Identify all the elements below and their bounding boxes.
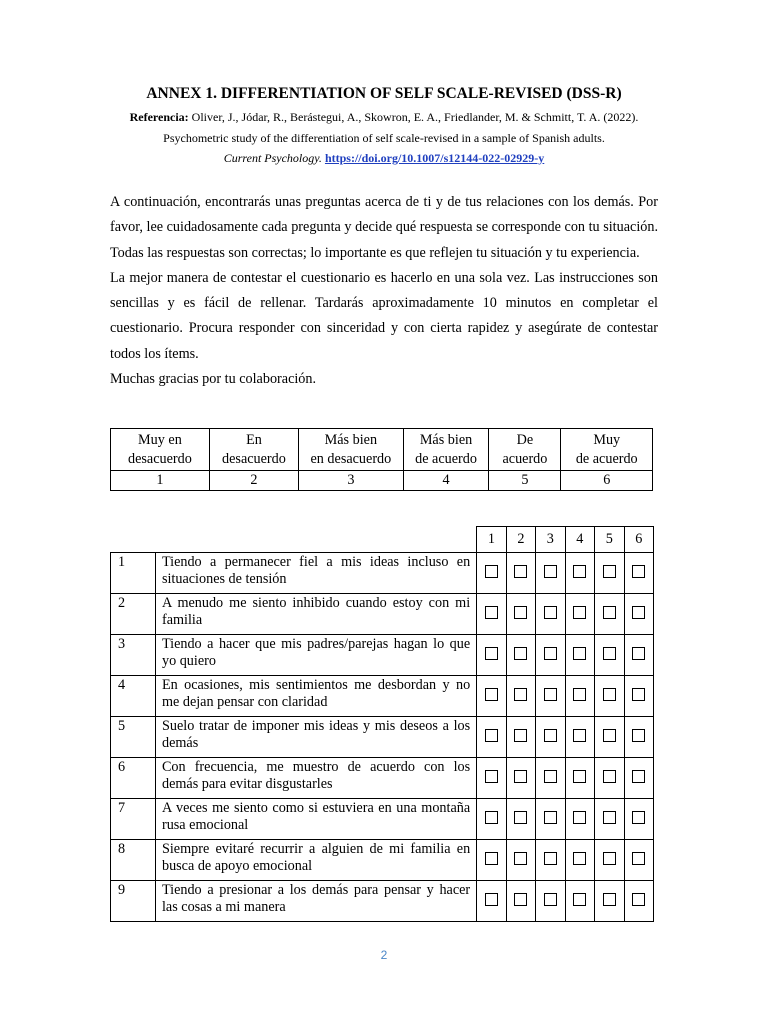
item-text: Con frecuencia, me muestro de acuerdo con los demás para evitar disgustarles — [155, 758, 476, 799]
checkbox[interactable] — [603, 647, 616, 660]
scale-label-line-2: en desacuerdo — [310, 450, 392, 467]
checkbox[interactable] — [603, 770, 616, 783]
column-header-4: 4 — [565, 527, 594, 553]
checkbox[interactable] — [603, 893, 616, 906]
response-cell-6 — [624, 635, 653, 676]
item-text: En ocasiones, mis sentimientos me desbordan y no me dejan pensar con claridad — [155, 676, 476, 717]
scale-value-5: 5 — [489, 471, 561, 491]
checkbox[interactable] — [632, 770, 645, 783]
instructions-paragraph-3: Muchas gracias por tu colaboración. — [110, 371, 317, 388]
response-cell-1 — [477, 676, 506, 717]
table-row — [111, 676, 654, 717]
checkbox[interactable] — [514, 729, 527, 742]
response-cell-2 — [506, 635, 535, 676]
response-cell-2 — [506, 758, 535, 799]
checkbox[interactable] — [544, 565, 557, 578]
response-cell-3 — [536, 717, 565, 758]
checkbox[interactable] — [573, 606, 586, 619]
checkbox[interactable] — [632, 647, 645, 660]
checkbox[interactable] — [544, 606, 557, 619]
item-text: Tiendo a presionar a los demás para pensar y hacer las cosas a mi manera — [155, 881, 476, 922]
table-row — [111, 717, 654, 758]
checkbox[interactable] — [573, 852, 586, 865]
response-cell-2 — [506, 717, 535, 758]
scale-label-line-2: desacuerdo — [128, 450, 192, 467]
response-cell-4 — [565, 635, 594, 676]
response-cell-2 — [506, 594, 535, 635]
scale-value-1: 1 — [111, 471, 210, 491]
column-header-5: 5 — [595, 527, 624, 553]
response-cell-4 — [565, 717, 594, 758]
item-text: Tiendo a permanecer fiel a mis ideas incluso en situaciones de tensión — [155, 553, 476, 594]
response-scale-table — [110, 428, 653, 491]
reference-line-3 — [0, 150, 768, 166]
scale-label-line-1: Más bien — [419, 431, 473, 448]
response-cell-2 — [506, 840, 535, 881]
response-cell-6 — [624, 594, 653, 635]
scale-label-line-2: de acuerdo — [415, 450, 477, 467]
checkbox[interactable] — [632, 565, 645, 578]
checkbox[interactable] — [573, 565, 586, 578]
scale-label-6 — [561, 429, 653, 471]
checkbox[interactable] — [544, 647, 557, 660]
response-cell-2 — [506, 881, 535, 922]
response-cell-1 — [477, 840, 506, 881]
reference-journal: Current Psychology. — [223, 151, 322, 165]
scale-label-line-1: Muy — [593, 431, 621, 448]
response-cell-4 — [565, 758, 594, 799]
response-cell-3 — [536, 758, 565, 799]
instructions — [110, 190, 658, 392]
checkbox[interactable] — [514, 688, 527, 701]
checkbox[interactable] — [485, 811, 498, 824]
table-row — [111, 553, 654, 594]
scale-label-line-1: Más bien — [324, 431, 378, 448]
response-cell-3 — [536, 840, 565, 881]
page-number: 2 — [380, 948, 388, 962]
checkbox[interactable] — [544, 729, 557, 742]
checkbox[interactable] — [544, 770, 557, 783]
column-header-1: 1 — [477, 527, 506, 553]
checkbox[interactable] — [573, 770, 586, 783]
checkbox[interactable] — [632, 606, 645, 619]
instructions-paragraph-2: La mejor manera de contestar el cuestionario es hacerlo en una sola vez. Las instrucciones son sencillas y es fácil de rellenar. Tardarás aproximadamente 10 minutos en completar el cuestionario. Procura responder con sinceridad y con cierta rapidez y asegúrate de contestar todos los ítems. — [110, 269, 658, 362]
checkbox[interactable] — [573, 729, 586, 742]
table-row — [111, 881, 654, 922]
response-cell-2 — [506, 799, 535, 840]
item-text: A menudo me siento inhibido cuando estoy con mi familia — [155, 594, 476, 635]
response-cell-4 — [565, 553, 594, 594]
item-number: 5 — [111, 717, 156, 758]
response-cell-4 — [565, 594, 594, 635]
scale-label-3 — [299, 429, 404, 471]
column-header-6: 6 — [624, 527, 653, 553]
item-number: 3 — [111, 635, 156, 676]
checkbox[interactable] — [632, 893, 645, 906]
response-cell-3 — [536, 676, 565, 717]
checkbox[interactable] — [544, 852, 557, 865]
checkbox[interactable] — [603, 852, 616, 865]
checkbox[interactable] — [603, 565, 616, 578]
response-cell-6 — [624, 840, 653, 881]
checkbox[interactable] — [485, 565, 498, 578]
response-cell-2 — [506, 553, 535, 594]
instructions-paragraph-1: A continuación, encontrarás unas preguntas acerca de ti y de tus relaciones con los demás. Por favor, lee cuidadosamente cada pregunta y decide qué respuesta se corresponde con tu situación. Todas las respuestas son correctas; lo importante es que reflejen tu situación y tu experiencia. — [110, 194, 658, 261]
item-text: A veces me siento como si estuviera en una montaña rusa emocional — [155, 799, 476, 840]
response-cell-5 — [595, 840, 624, 881]
response-cell-3 — [536, 799, 565, 840]
response-cell-5 — [595, 799, 624, 840]
response-cell-5 — [595, 758, 624, 799]
item-number: 9 — [111, 881, 156, 922]
scale-label-line-1: En — [246, 431, 262, 448]
checkbox[interactable] — [603, 688, 616, 701]
reference-authors: Oliver, J., Jódar, R., Berástegui, A., Skowron, E. A., Friedlander, M. & Schmitt, T. A. (2022). — [191, 110, 639, 124]
doi-link[interactable]: https://doi.org/10.1007/s12144-022-02929-y — [324, 151, 545, 165]
scale-label-2 — [209, 429, 298, 471]
checkbox[interactable] — [514, 770, 527, 783]
document-title: ANNEX 1. DIFFERENTIATION OF SELF SCALE-REVISED (DSS-R) — [146, 85, 622, 102]
response-cell-4 — [565, 799, 594, 840]
response-cell-2 — [506, 676, 535, 717]
checkbox[interactable] — [514, 565, 527, 578]
checkbox[interactable] — [603, 811, 616, 824]
response-cell-6 — [624, 881, 653, 922]
response-cell-1 — [477, 594, 506, 635]
checkbox[interactable] — [485, 893, 498, 906]
scale-label-line-2: acuerdo — [502, 450, 548, 467]
response-cell-4 — [565, 881, 594, 922]
response-cell-5 — [595, 635, 624, 676]
reference-label: Referencia: — [129, 110, 189, 124]
checkbox[interactable] — [544, 893, 557, 906]
item-text: Suelo tratar de imponer mis ideas y mis deseos a los demás — [155, 717, 476, 758]
column-header-3: 3 — [536, 527, 565, 553]
scale-value-3: 3 — [299, 471, 404, 491]
item-number: 2 — [111, 594, 156, 635]
reference-article: Psychometric study of the differentiation of self scale-revised in a sample of Spanish adults. — [163, 131, 605, 145]
response-cell-1 — [477, 799, 506, 840]
scale-label-line-2: desacuerdo — [222, 450, 286, 467]
checkbox[interactable] — [603, 729, 616, 742]
table-row — [111, 840, 654, 881]
checkbox[interactable] — [573, 893, 586, 906]
checkbox[interactable] — [544, 688, 557, 701]
checkbox[interactable] — [632, 729, 645, 742]
scale-label-1 — [111, 429, 210, 471]
column-header-2: 2 — [506, 527, 535, 553]
scale-value-4: 4 — [403, 471, 489, 491]
response-cell-3 — [536, 594, 565, 635]
checkbox[interactable] — [485, 770, 498, 783]
response-cell-1 — [477, 635, 506, 676]
response-cell-1 — [477, 758, 506, 799]
checkbox[interactable] — [573, 688, 586, 701]
table-row — [111, 635, 654, 676]
checkbox[interactable] — [514, 893, 527, 906]
response-cell-1 — [477, 881, 506, 922]
checkbox[interactable] — [514, 811, 527, 824]
checkbox[interactable] — [544, 811, 557, 824]
checkbox[interactable] — [485, 852, 498, 865]
table-row — [111, 799, 654, 840]
checkbox[interactable] — [573, 811, 586, 824]
header-spacer — [111, 527, 477, 553]
table-row — [111, 758, 654, 799]
item-number: 1 — [111, 553, 156, 594]
checkbox[interactable] — [514, 852, 527, 865]
checkbox[interactable] — [514, 647, 527, 660]
response-cell-4 — [565, 676, 594, 717]
response-cell-1 — [477, 553, 506, 594]
checkbox[interactable] — [485, 606, 498, 619]
item-number: 4 — [111, 676, 156, 717]
reference-line-1 — [0, 109, 768, 125]
response-cell-4 — [565, 840, 594, 881]
scale-value-6: 6 — [561, 471, 653, 491]
scale-label-line-1: Muy en — [138, 431, 182, 448]
checkbox[interactable] — [632, 688, 645, 701]
checkbox[interactable] — [485, 647, 498, 660]
checkbox[interactable] — [485, 729, 498, 742]
checkbox[interactable] — [514, 606, 527, 619]
response-cell-3 — [536, 553, 565, 594]
response-cell-6 — [624, 717, 653, 758]
response-cell-5 — [595, 676, 624, 717]
item-number: 8 — [111, 840, 156, 881]
scale-label-4 — [403, 429, 489, 471]
item-number: 7 — [111, 799, 156, 840]
response-cell-6 — [624, 676, 653, 717]
response-cell-3 — [536, 635, 565, 676]
checkbox[interactable] — [573, 647, 586, 660]
response-cell-6 — [624, 799, 653, 840]
scale-label-line-1: De — [516, 431, 534, 448]
item-text: Siempre evitaré recurrir a alguien de mi familia en busca de apoyo emocional — [155, 840, 476, 881]
response-cell-5 — [595, 881, 624, 922]
checkbox[interactable] — [485, 688, 498, 701]
scale-label-5 — [489, 429, 561, 471]
response-cell-5 — [595, 594, 624, 635]
questionnaire-table — [110, 526, 654, 922]
response-cell-6 — [624, 553, 653, 594]
checkbox[interactable] — [603, 606, 616, 619]
response-cell-6 — [624, 758, 653, 799]
scale-value-2: 2 — [209, 471, 298, 491]
item-text: Tiendo a hacer que mis padres/parejas hagan lo que yo quiero — [155, 635, 476, 676]
response-cell-5 — [595, 553, 624, 594]
checkbox[interactable] — [632, 852, 645, 865]
table-row — [111, 594, 654, 635]
response-cell-1 — [477, 717, 506, 758]
checkbox[interactable] — [632, 811, 645, 824]
scale-label-line-2: de acuerdo — [575, 450, 638, 467]
item-number: 6 — [111, 758, 156, 799]
response-cell-3 — [536, 881, 565, 922]
response-cell-5 — [595, 717, 624, 758]
